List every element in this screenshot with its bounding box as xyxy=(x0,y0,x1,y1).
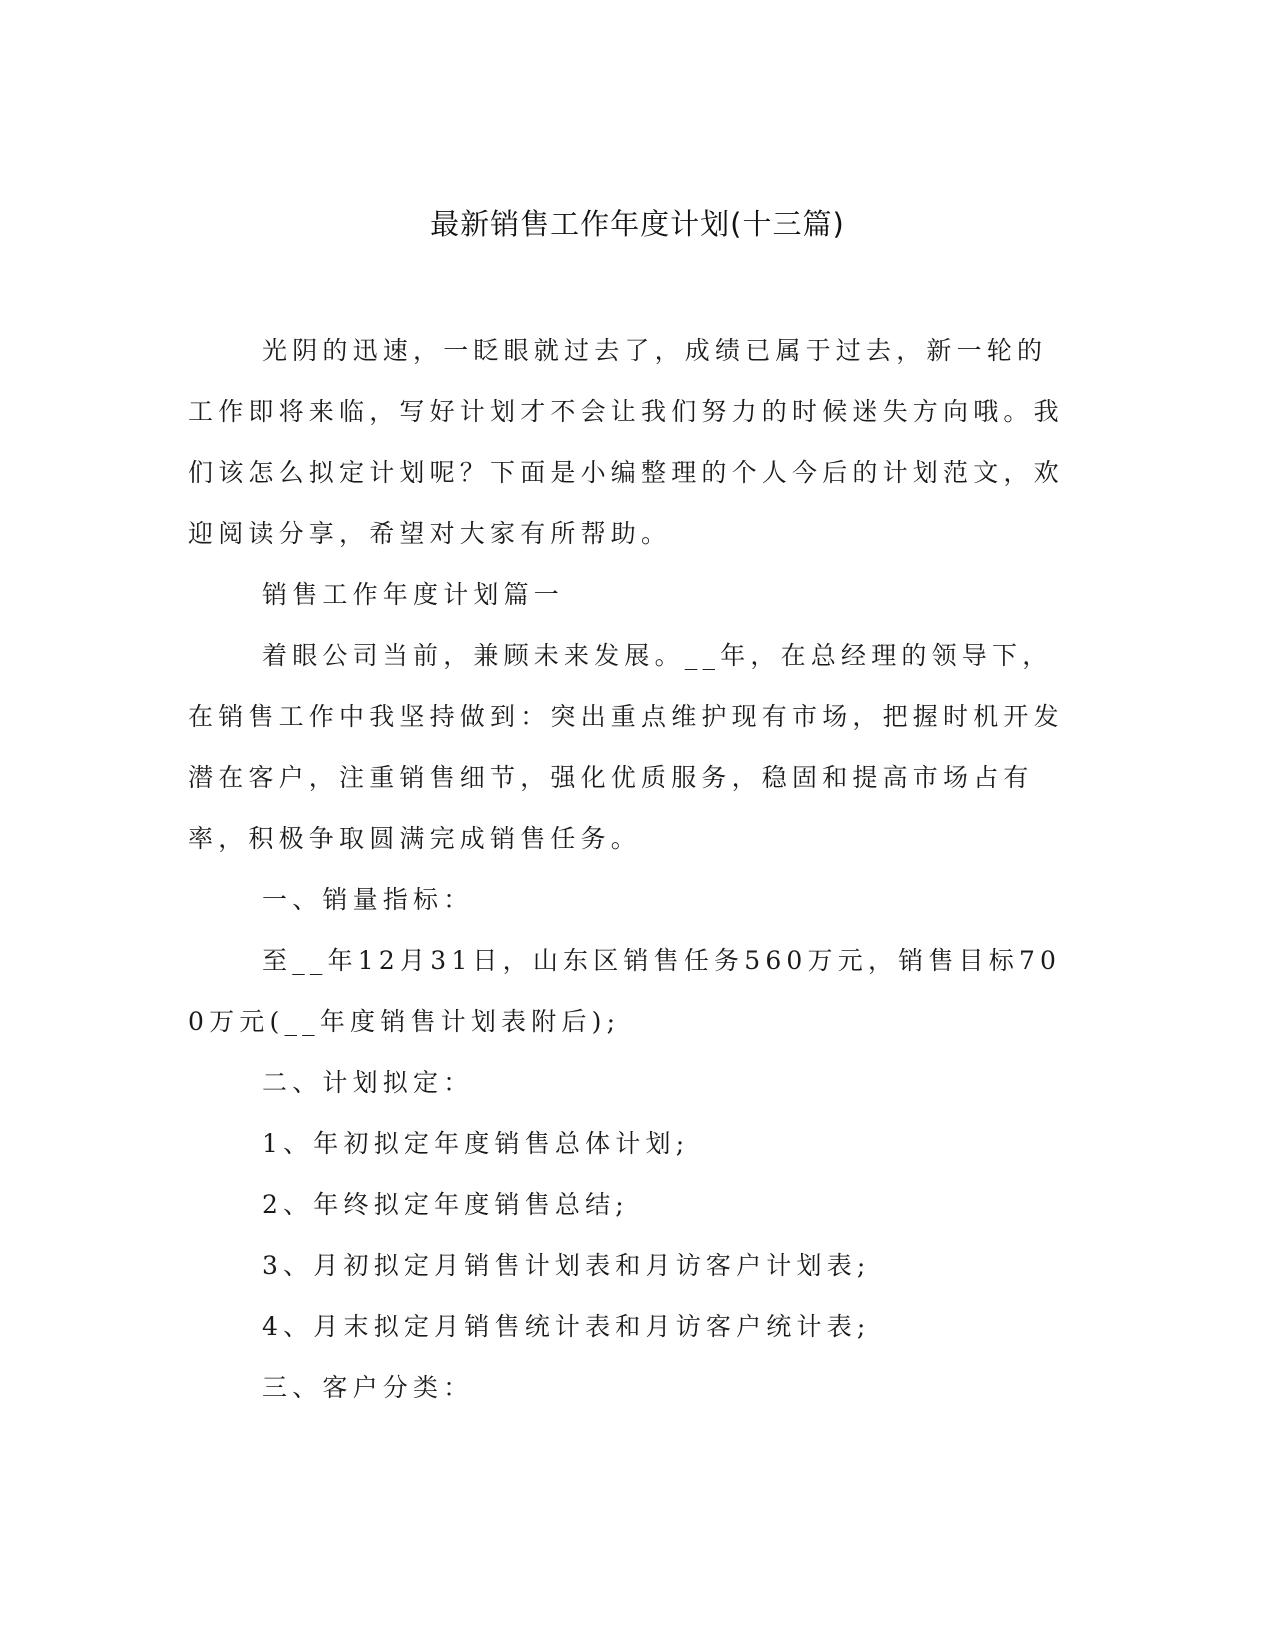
section-heading-plan-drafting: 二、计划拟定： xyxy=(262,1068,474,1097)
body-paragraph: 着眼公司当前，兼顾未来发展。__年，在总经理的领导下，在销售工作中我坚持做到：突出重点维护现有市场，把握时机开发潜在客户，注重销售细节，强化优质服务，稳固和提高市场占有率，积极争取圆满完成销售任务。 xyxy=(188,641,1064,853)
section-heading-customer-classification: 三、客户分类： xyxy=(262,1373,474,1402)
intro-paragraph: 光阴的迅速，一眨眼就过去了，成绩已属于过去，新一轮的工作即将来临，写好计划才不会让我们努力的时候迷失方向哦。我们该怎么拟定计划呢？下面是小编整理的个人今后的计划范文，欢迎阅读分享，希望对大家有所帮助。 xyxy=(188,336,1064,548)
section-heading-sales-target: 一、销量指标： xyxy=(262,885,474,914)
list-item: 2、年终拟定年度销售总结; xyxy=(262,1190,629,1219)
list-item: 1、年初拟定年度销售总体计划; xyxy=(262,1129,690,1158)
section-heading-part-one: 销售工作年度计划篇一 xyxy=(262,580,565,609)
list-item: 3、月初拟定月销售计划表和月访客户计划表; xyxy=(262,1251,871,1280)
list-item: 4、月末拟定月销售统计表和月访客户统计表; xyxy=(262,1312,871,1341)
document-body xyxy=(188,320,1068,1418)
body-paragraph: 至__年12月31日，山东区销售任务560万元，销售目标700万元(__年度销售计划表附后); xyxy=(188,946,1062,1036)
document-title: 最新销售工作年度计划(十三篇) xyxy=(430,207,845,241)
